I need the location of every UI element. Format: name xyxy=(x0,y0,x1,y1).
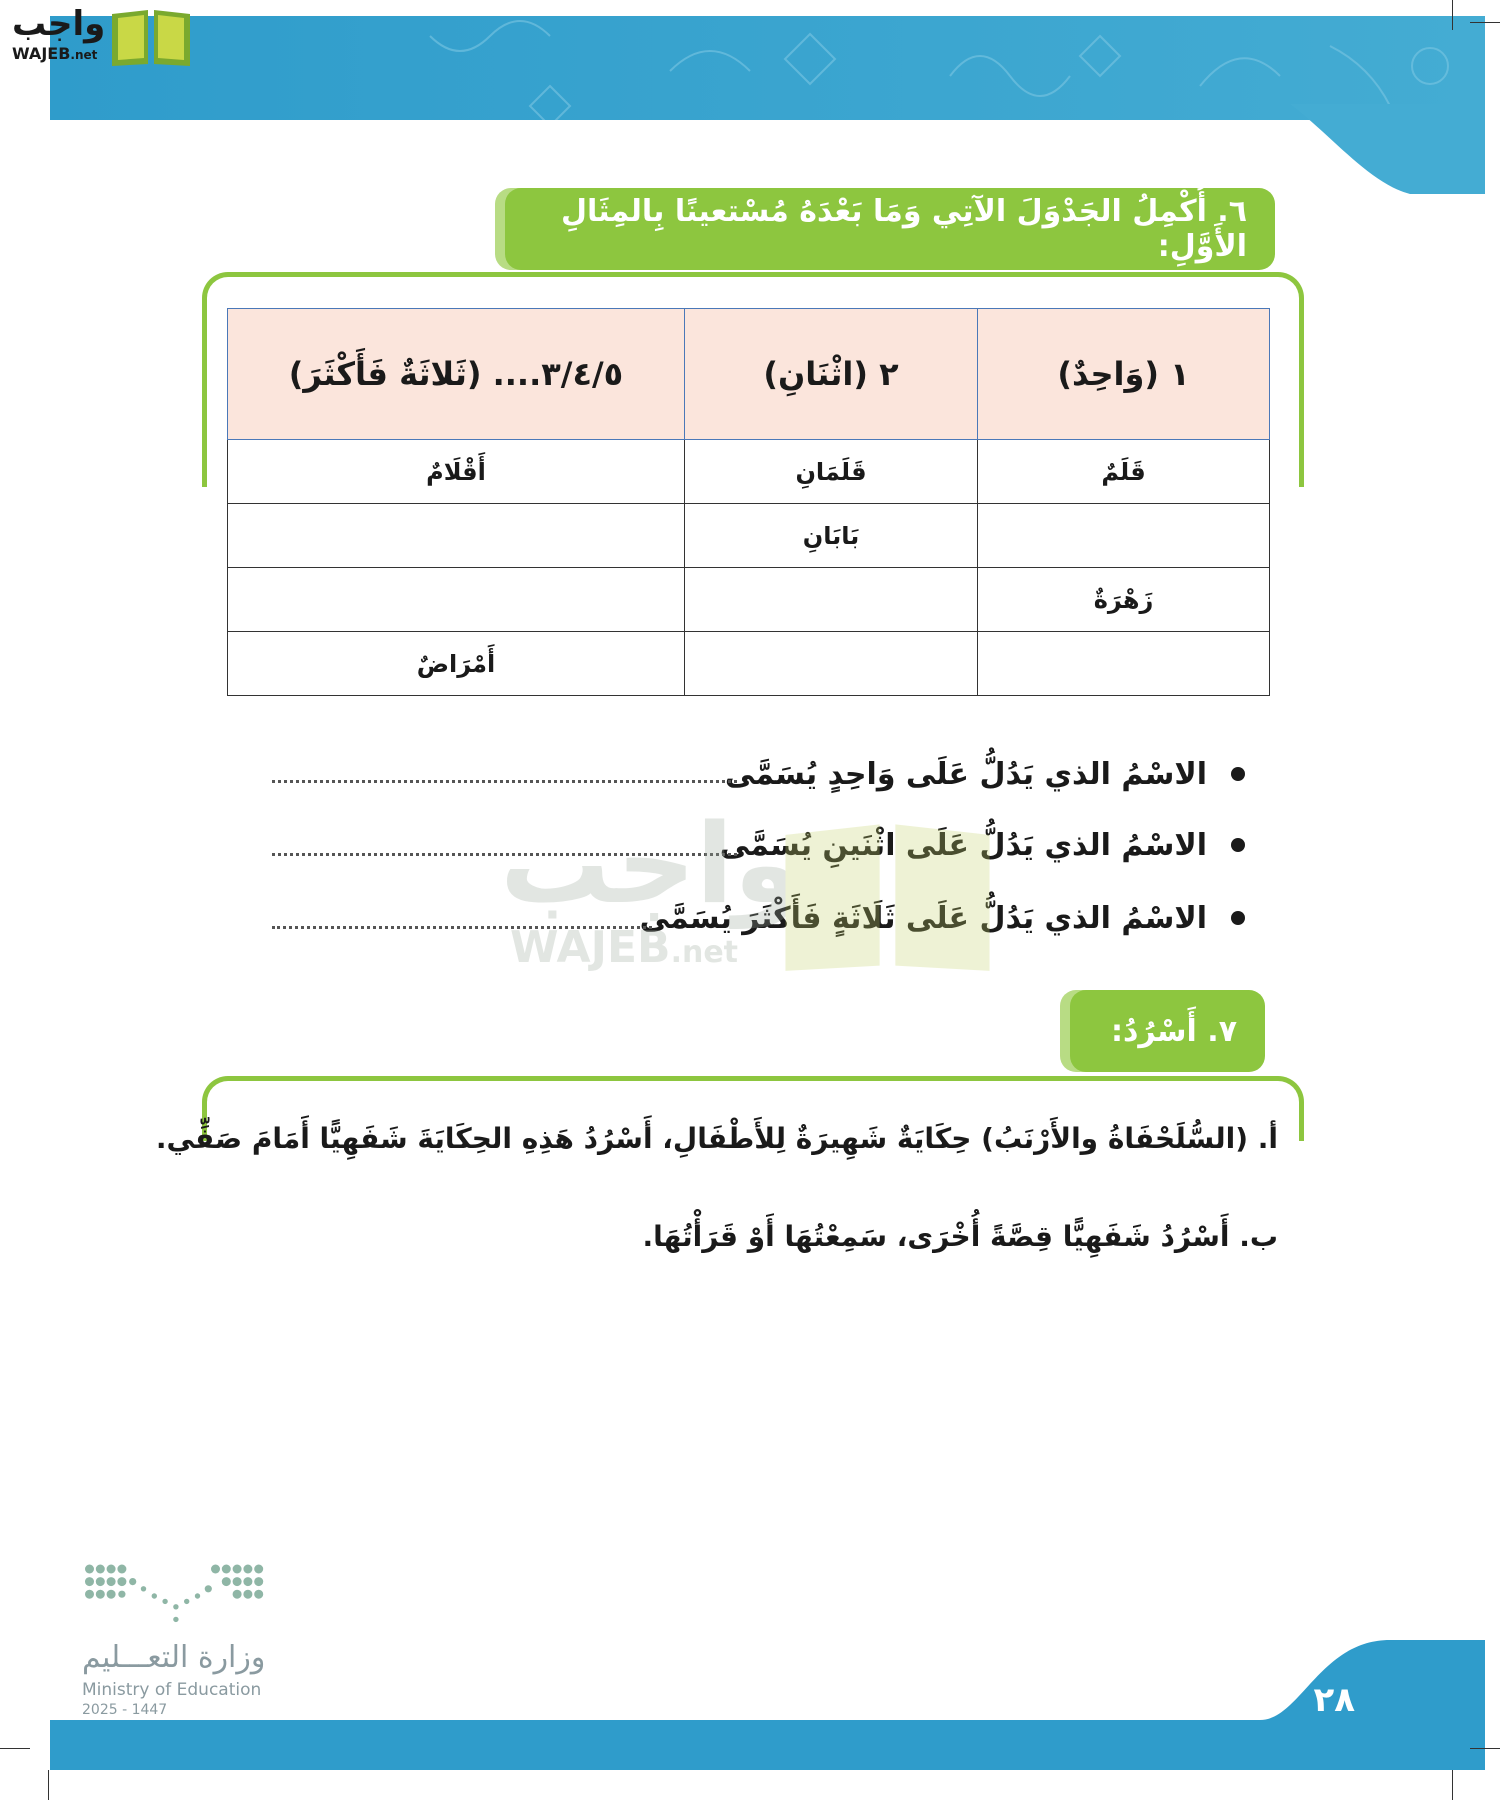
footer-band xyxy=(50,1630,1485,1770)
table-cell: قَلَمٌ xyxy=(978,440,1270,504)
crop-mark xyxy=(48,1770,49,1800)
bullet-text: الاسْمُ الذي يَدُلُّ عَلَى اثْنَينِ يُسَمَّى xyxy=(719,827,1207,863)
header-band xyxy=(50,16,1485,120)
bullet-text: الاسْمُ الذي يَدُلُّ عَلَى ثَلَاثَةٍ فَأَكْثَرَ يُسَمَّى xyxy=(639,900,1207,936)
header-singular: ١ (وَاحِدٌ) xyxy=(978,309,1270,440)
table-cell: بَابَانِ xyxy=(685,504,978,568)
logo-text-en-main: WAJEB xyxy=(12,44,71,63)
table-cell-answer[interactable] xyxy=(685,632,978,696)
bullet-icon xyxy=(1231,838,1245,852)
logo-text-en-suffix: .net xyxy=(70,48,98,62)
table-cell-answer[interactable] xyxy=(228,568,685,632)
ministry-name-ar: وزارة التعـــليم xyxy=(82,1640,266,1675)
table-cell: قَلَمَانِ xyxy=(685,440,978,504)
crop-mark xyxy=(1452,1770,1453,1800)
section6-title: ٦. أُكْمِلُ الجَدْوَلَ الآتِي وَمَا بَعْدَهُ مُسْتعينًا بِالمِثَالِ الأَوَّلِ: xyxy=(560,194,1247,264)
section7-title: ٧. أَسْرُدُ: xyxy=(1111,1013,1237,1049)
table-cell: أَقْلَامٌ xyxy=(228,440,685,504)
bullet-plural xyxy=(640,888,1245,948)
story-item-a: أ. (السُّلَحْفَاةُ والأَرْنَبُ) حِكَايَةٌ شَهِيرَةٌ لِلأَطْفَالِ، أَسْرُدُ هَذِهِ الحِكَايَةَ شَفَهِيًّا أَمَامَ صَفِّي. xyxy=(155,1122,1278,1155)
bullet-text: الاسْمُ الذي يَدُلُّ عَلَى وَاحِدٍ يُسَمَّى xyxy=(724,756,1207,792)
watermark-text-en-main: WAJEB xyxy=(510,922,671,973)
bullet-icon xyxy=(1231,767,1245,781)
noun-number-table xyxy=(227,308,1270,696)
table-row xyxy=(228,568,1270,632)
ministry-year: 2025 - 1447 xyxy=(82,1702,168,1718)
bullet-dual xyxy=(720,815,1245,875)
section7-title-tab xyxy=(1070,990,1265,1072)
table-cell-answer[interactable] xyxy=(978,504,1270,568)
crop-mark xyxy=(1470,22,1500,23)
header-band-extension xyxy=(1290,104,1485,194)
header-plural: ٣/٤/٥.... (ثَلاثَةٌ فَأَكْثَرَ) xyxy=(228,309,685,440)
table-row xyxy=(228,632,1270,696)
logo-text-en xyxy=(12,44,97,63)
table-row xyxy=(228,504,1270,568)
answer-line-plural[interactable] xyxy=(272,924,652,929)
table-row xyxy=(228,440,1270,504)
page-number: ٢٨ xyxy=(1313,1680,1355,1720)
section6-title-tab xyxy=(505,188,1275,270)
crop-mark xyxy=(1470,1748,1500,1749)
watermark-text-ar: واجب xyxy=(500,800,802,928)
table-cell-answer[interactable] xyxy=(978,632,1270,696)
crop-mark xyxy=(1452,0,1453,30)
answer-line-singular[interactable] xyxy=(272,778,737,783)
wajeb-logo[interactable] xyxy=(8,4,198,70)
answer-line-dual[interactable] xyxy=(272,851,737,856)
table-cell-answer[interactable] xyxy=(228,504,685,568)
logo-text-ar: واجب xyxy=(12,4,106,44)
table-header-row xyxy=(228,309,1270,440)
bullet-singular xyxy=(725,744,1245,804)
story-item-b: ب. أَسْرُدُ شَفَهِيًّا قِصَّةً أُخْرَى، سَمِعْتُهَا أَوْ قَرَأْتُهَا. xyxy=(642,1220,1278,1253)
crop-mark xyxy=(0,1748,30,1749)
table-cell: أَمْرَاضٌ xyxy=(228,632,685,696)
book-icon xyxy=(108,6,194,68)
table-cell-answer[interactable] xyxy=(685,568,978,632)
watermark-text-en-suffix: .net xyxy=(670,935,739,970)
table-cell: زَهْرَةٌ xyxy=(978,568,1270,632)
ministry-logo-icon xyxy=(80,1560,270,1632)
bullet-icon xyxy=(1231,911,1245,925)
ministry-name-en: Ministry of Education xyxy=(82,1680,262,1700)
header-dual: ٢ (اثْنَانِ) xyxy=(685,309,978,440)
